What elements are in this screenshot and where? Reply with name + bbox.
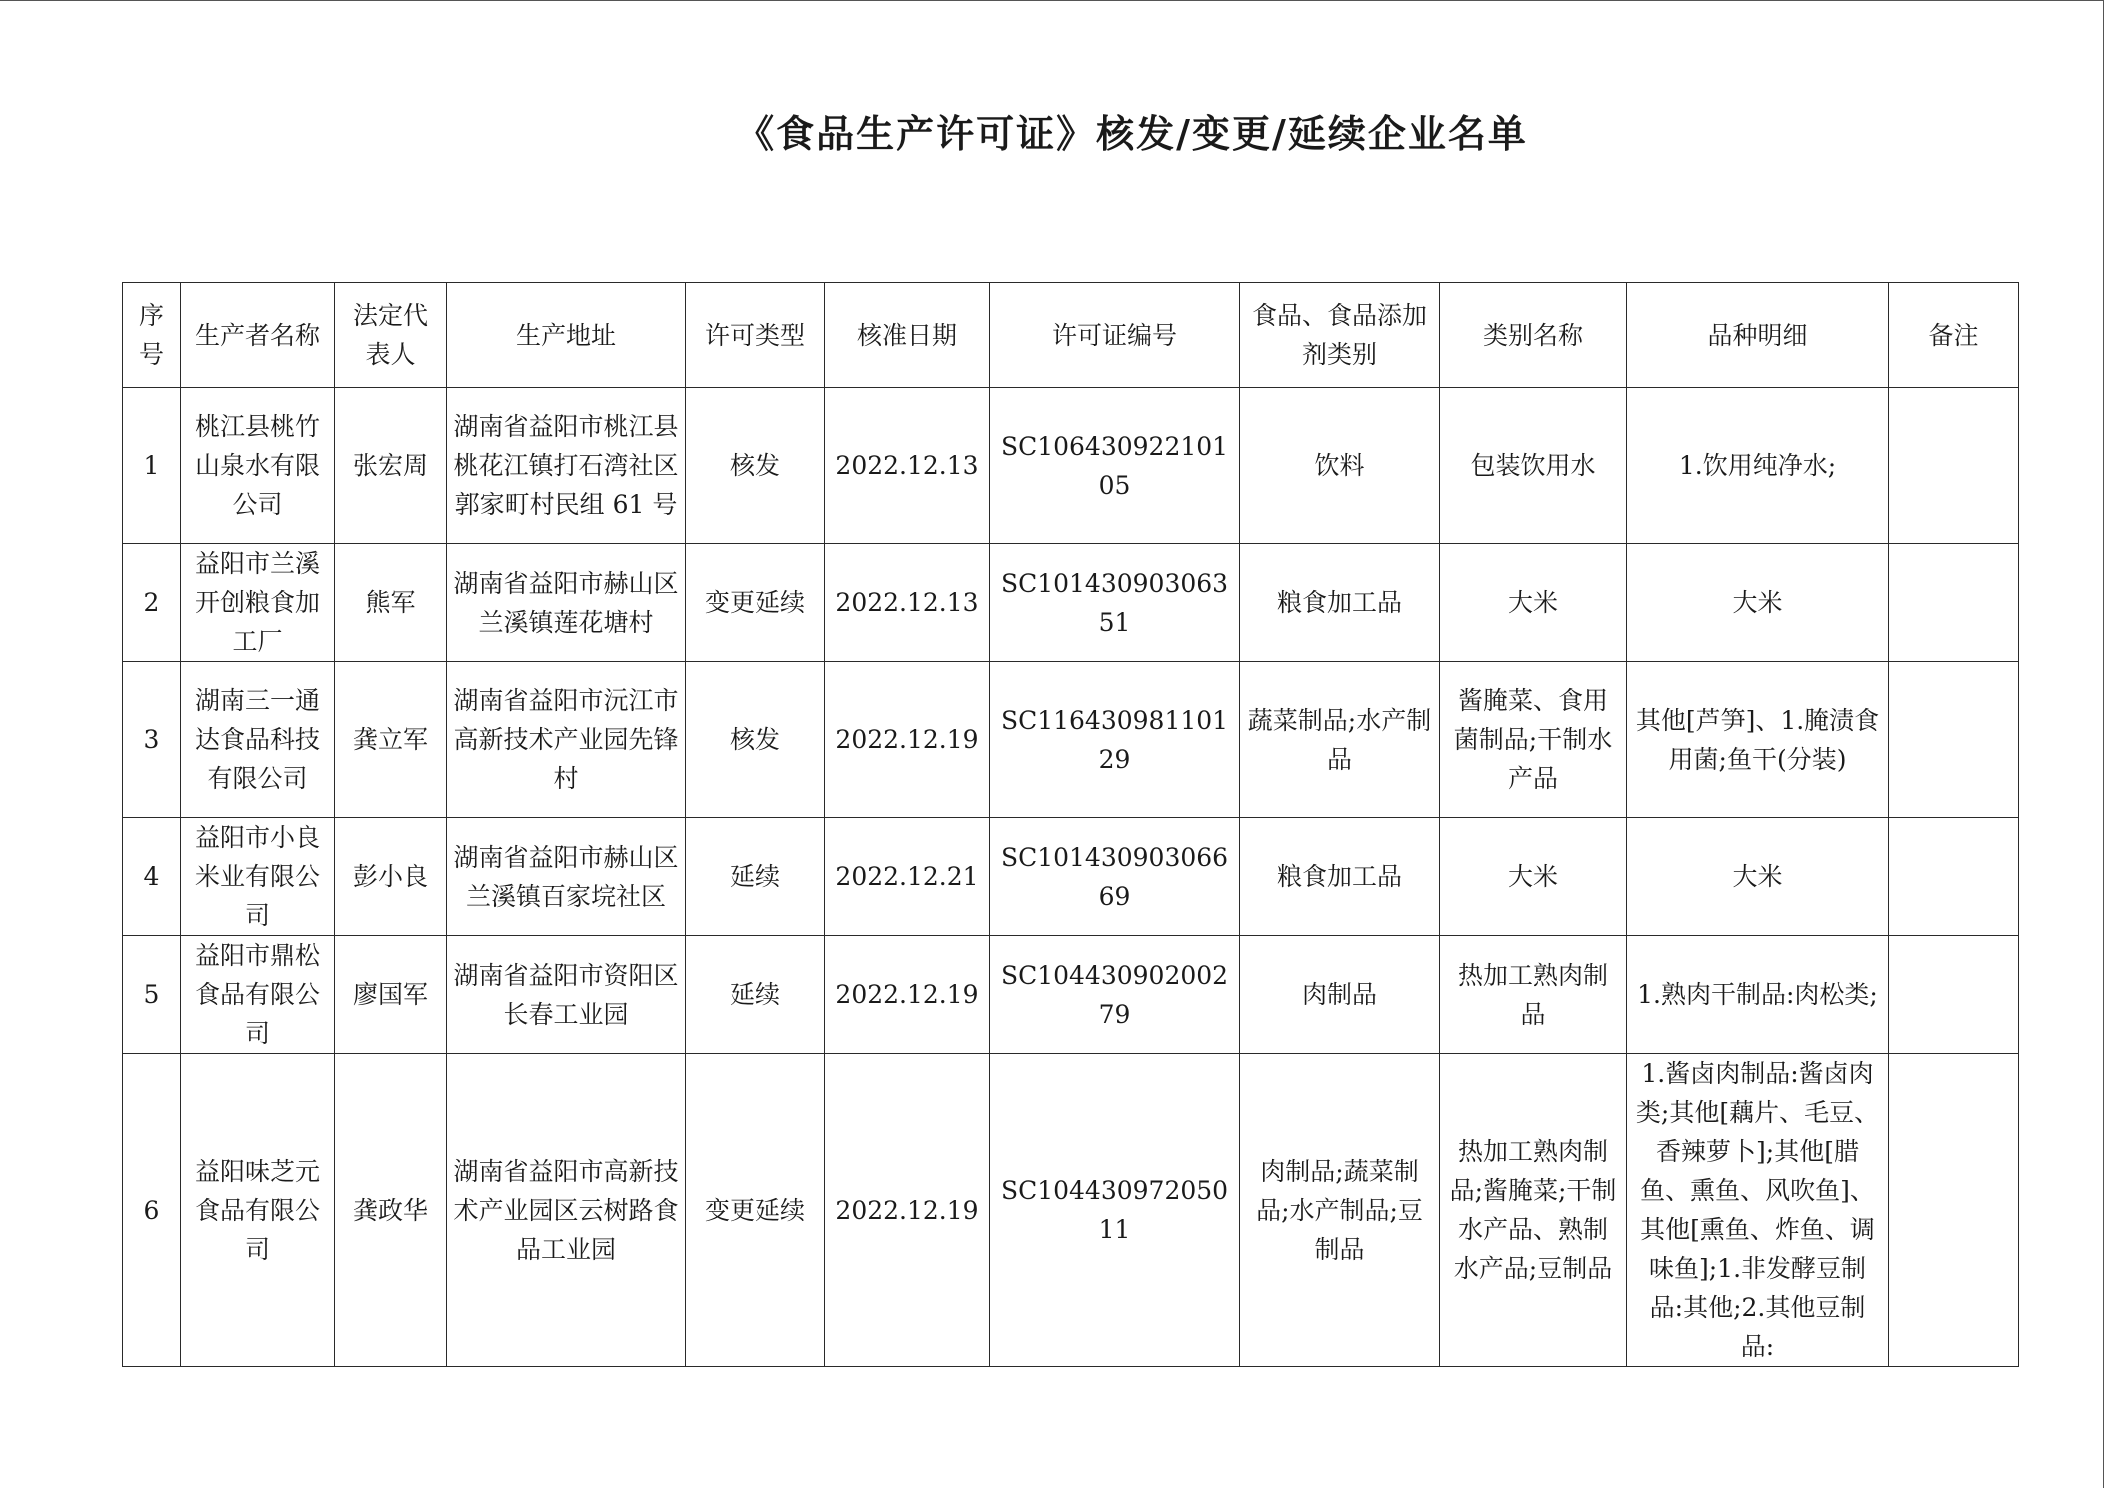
cell-detail: 1.熟肉干制品:肉松类;: [1627, 936, 1889, 1054]
header-seq: 序号: [123, 283, 181, 388]
cell-producer-name: 益阳市小良米业有限公司: [181, 818, 335, 936]
cell-seq: 3: [123, 662, 181, 818]
cell-address: 湖南省益阳市桃江县桃花江镇打石湾社区郭家町村民组 61 号: [447, 388, 686, 544]
cell-license-type: 变更延续: [686, 1054, 825, 1367]
cell-license-no: SC10143090306351: [990, 544, 1240, 662]
cell-legal-rep: 龚立军: [335, 662, 447, 818]
cell-address: 湖南省益阳市资阳区长春工业园: [447, 936, 686, 1054]
cell-address: 湖南省益阳市沅江市高新技术产业园先锋村: [447, 662, 686, 818]
cell-remark: [1889, 818, 2019, 936]
cell-category-name: 酱腌菜、食用菌制品;干制水产品: [1440, 662, 1627, 818]
cell-detail: 其他[芦笋]、1.腌渍食用菌;鱼干(分装): [1627, 662, 1889, 818]
cell-remark: [1889, 544, 2019, 662]
cell-detail: 1.饮用纯净水;: [1627, 388, 1889, 544]
cell-producer-name: 益阳市鼎松食品有限公司: [181, 936, 335, 1054]
cell-license-no: SC10443090200279: [990, 936, 1240, 1054]
cell-detail: 1.酱卤肉制品:酱卤肉类;其他[藕片、毛豆、香辣萝卜];其他[腊鱼、熏鱼、风吹鱼]、其他[熏鱼、炸鱼、调味鱼];1.非发酵豆制品:其他;2.其他豆制品:: [1627, 1054, 1889, 1367]
cell-legal-rep: 彭小良: [335, 818, 447, 936]
table-header-row: [123, 283, 2019, 388]
cell-license-no: SC11643098110129: [990, 662, 1240, 818]
header-license-type: 许可类型: [686, 283, 825, 388]
cell-remark: [1889, 388, 2019, 544]
header-license-no: 许可证编号: [990, 283, 1240, 388]
header-detail: 品种明细: [1627, 283, 1889, 388]
cell-seq: 1: [123, 388, 181, 544]
cell-food-category: 肉制品: [1240, 936, 1440, 1054]
license-table: [122, 282, 2019, 1367]
cell-date: 2022.12.21: [825, 818, 990, 936]
header-date: 核准日期: [825, 283, 990, 388]
header-food-category: 食品、食品添加剂类别: [1240, 283, 1440, 388]
cell-producer-name: 益阳市兰溪开创粮食加工厂: [181, 544, 335, 662]
cell-license-type: 核发: [686, 388, 825, 544]
cell-category-name: 热加工熟肉制品;酱腌菜;干制水产品、熟制水产品;豆制品: [1440, 1054, 1627, 1367]
cell-food-category: 粮食加工品: [1240, 818, 1440, 936]
table-row: [123, 818, 2019, 936]
table-row: [123, 544, 2019, 662]
cell-date: 2022.12.13: [825, 388, 990, 544]
cell-seq: 2: [123, 544, 181, 662]
table-row: [123, 1054, 2019, 1367]
cell-address: 湖南省益阳市高新技术产业园区云树路食品工业园: [447, 1054, 686, 1367]
header-category-name: 类别名称: [1440, 283, 1627, 388]
table-row: [123, 936, 2019, 1054]
cell-legal-rep: 廖国军: [335, 936, 447, 1054]
cell-date: 2022.12.13: [825, 544, 990, 662]
table-row: [123, 662, 2019, 818]
table-row: [123, 388, 2019, 544]
cell-food-category: 肉制品;蔬菜制品;水产制品;豆制品: [1240, 1054, 1440, 1367]
cell-license-type: 变更延续: [686, 544, 825, 662]
header-legal-rep: 法定代表人: [335, 283, 447, 388]
cell-category-name: 热加工熟肉制品: [1440, 936, 1627, 1054]
cell-remark: [1889, 936, 2019, 1054]
cell-producer-name: 湖南三一通达食品科技有限公司: [181, 662, 335, 818]
cell-seq: 5: [123, 936, 181, 1054]
header-address: 生产地址: [447, 283, 686, 388]
cell-license-no: SC10143090306669: [990, 818, 1240, 936]
cell-remark: [1889, 1054, 2019, 1367]
cell-legal-rep: 熊军: [335, 544, 447, 662]
page-border-top: [0, 0, 2104, 1]
cell-date: 2022.12.19: [825, 662, 990, 818]
cell-date: 2022.12.19: [825, 936, 990, 1054]
cell-producer-name: 桃江县桃竹山泉水有限公司: [181, 388, 335, 544]
cell-category-name: 大米: [1440, 818, 1627, 936]
header-producer-name: 生产者名称: [181, 283, 335, 388]
cell-address: 湖南省益阳市赫山区兰溪镇莲花塘村: [447, 544, 686, 662]
cell-category-name: 包装饮用水: [1440, 388, 1627, 544]
cell-detail: 大米: [1627, 818, 1889, 936]
cell-license-type: 核发: [686, 662, 825, 818]
cell-legal-rep: 龚政华: [335, 1054, 447, 1367]
cell-license-no: SC10443097205011: [990, 1054, 1240, 1367]
cell-license-no: SC10643092210105: [990, 388, 1240, 544]
cell-seq: 6: [123, 1054, 181, 1367]
cell-food-category: 饮料: [1240, 388, 1440, 544]
cell-legal-rep: 张宏周: [335, 388, 447, 544]
cell-seq: 4: [123, 818, 181, 936]
cell-address: 湖南省益阳市赫山区兰溪镇百家垸社区: [447, 818, 686, 936]
header-remark: 备注: [1889, 283, 2019, 388]
cell-remark: [1889, 662, 2019, 818]
cell-category-name: 大米: [1440, 544, 1627, 662]
cell-food-category: 粮食加工品: [1240, 544, 1440, 662]
cell-detail: 大米: [1627, 544, 1889, 662]
cell-food-category: 蔬菜制品;水产制品: [1240, 662, 1440, 818]
cell-license-type: 延续: [686, 936, 825, 1054]
cell-license-type: 延续: [686, 818, 825, 936]
cell-producer-name: 益阳味芝元食品有限公司: [181, 1054, 335, 1367]
document-title: 《食品生产许可证》核发/变更/延续企业名单: [736, 111, 1528, 156]
cell-date: 2022.12.19: [825, 1054, 990, 1367]
